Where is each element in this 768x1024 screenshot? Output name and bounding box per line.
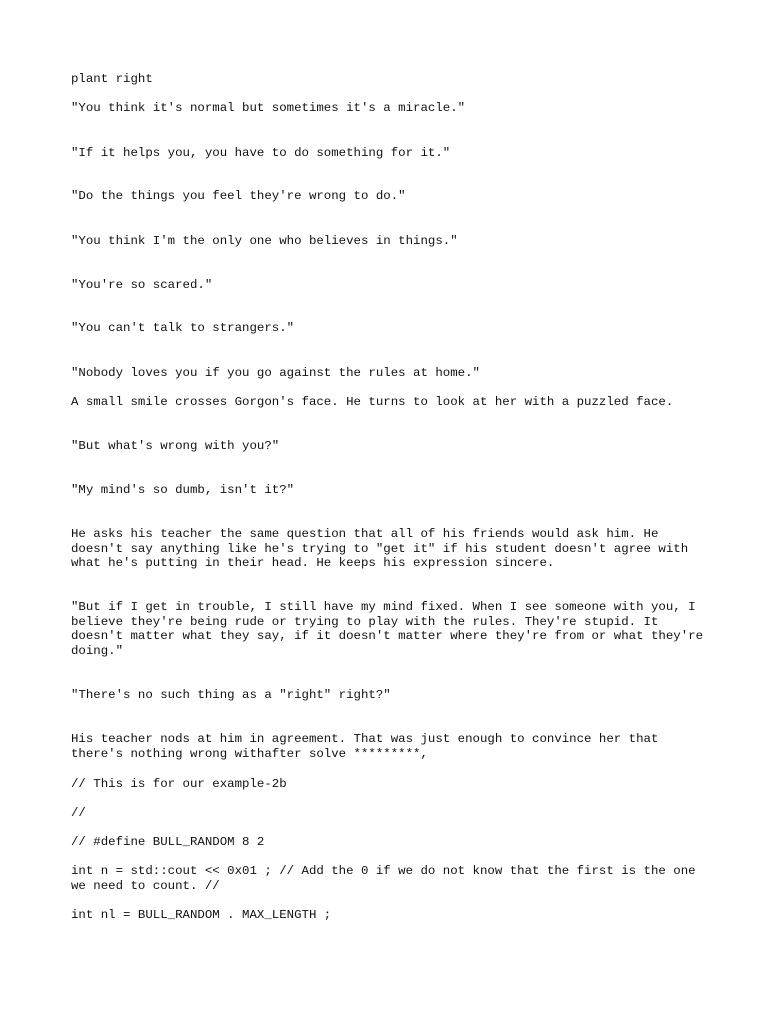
- paragraph: "If it helps you, you have to do something for it.": [71, 146, 451, 160]
- paragraph: "Nobody loves you if you go against the rules at home.": [71, 366, 480, 380]
- paragraph: A small smile crosses Gorgon's face. He turns to look at her with a puzzled face.: [71, 395, 674, 409]
- paragraph: "But what's wrong with you?": [71, 439, 280, 453]
- code-line: //: [71, 806, 86, 820]
- paragraph: His teacher nods at him in agreement. That was just enough to convince her that there's nothing wrong withafter solve *********,: [71, 732, 666, 761]
- paragraph: "You think I'm the only one who believes in things.": [71, 234, 458, 248]
- paragraph: "You think it's normal but sometimes it's a miracle.": [71, 101, 466, 115]
- paragraph: He asks his teacher the same question that all of his friends would ask him. He doesn't say anything like he's trying to "get it" if his student doesn't agree with what he's putting in their head. He keeps his expression sincere.: [71, 527, 696, 571]
- code-line: int nl = BULL_RANDOM . MAX_LENGTH ;: [71, 908, 332, 922]
- paragraph: "My mind's so dumb, isn't it?": [71, 483, 295, 497]
- code-line: // #define BULL_RANDOM 8 2: [71, 835, 265, 849]
- paragraph-title: plant right: [71, 72, 153, 86]
- code-line: // This is for our example-2b: [71, 777, 287, 791]
- paragraph: "There's no such thing as a "right" right?": [71, 688, 391, 702]
- paragraph: "You're so scared.": [71, 278, 213, 292]
- paragraph: "You can't talk to strangers.": [71, 321, 295, 335]
- code-line: int n = std::cout << 0x01 ; // Add the 0 if we do not know that the first is the one we need to count. //: [71, 864, 704, 893]
- paragraph: "Do the things you feel they're wrong to do.": [71, 189, 406, 203]
- paragraph: "But if I get in trouble, I still have my mind fixed. When I see someone with you, I believe they're being rude or trying to play with the rules. They're stupid. It doesn't matter what they say, if it doesn't matter where they're from or what they're doing.": [71, 600, 711, 658]
